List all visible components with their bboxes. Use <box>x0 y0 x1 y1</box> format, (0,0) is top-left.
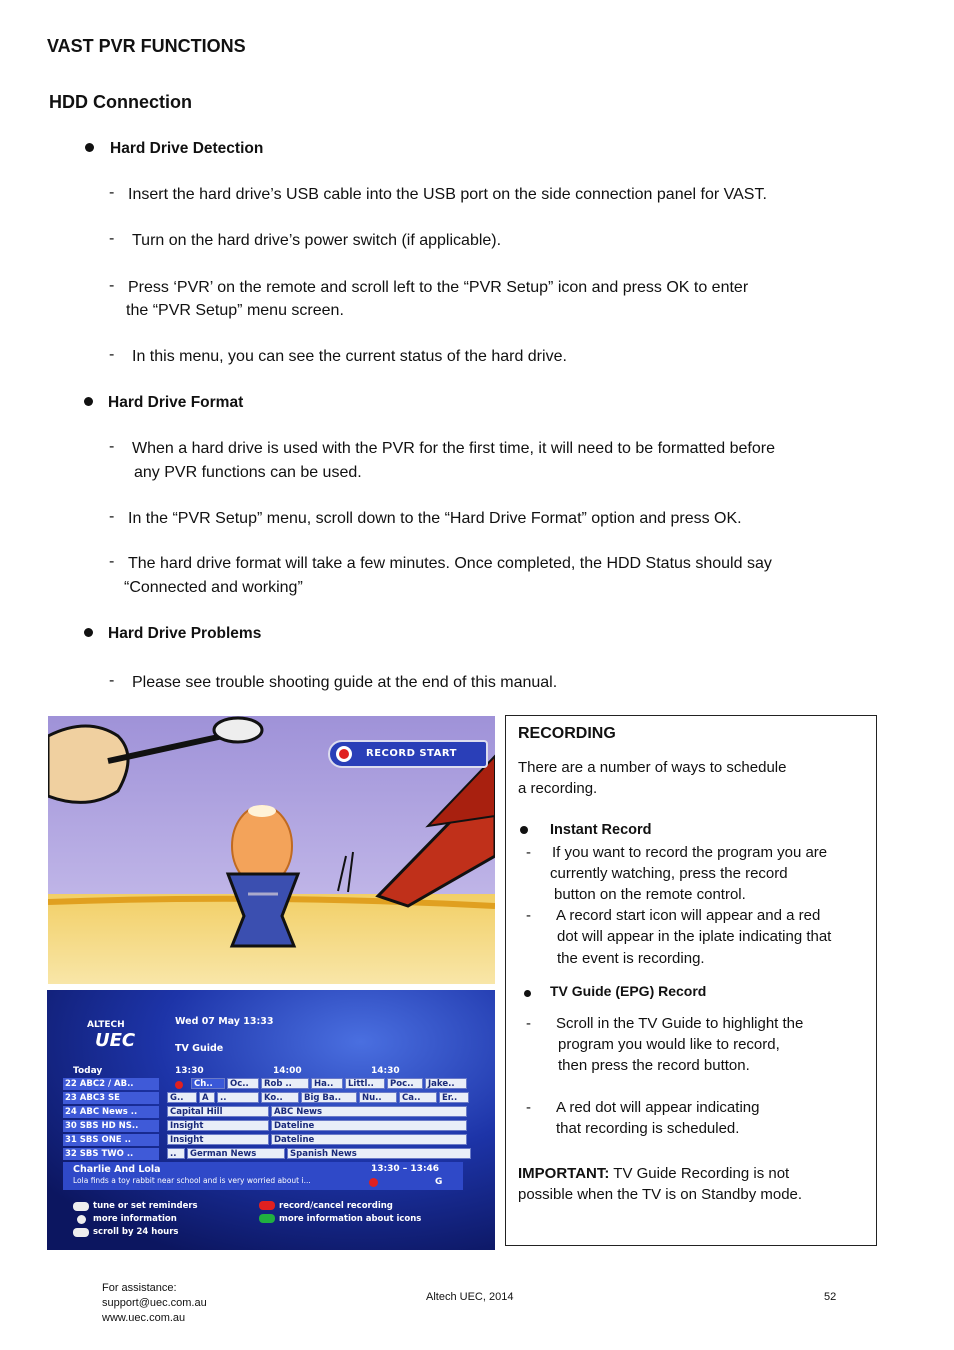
tv-guide-screenshot <box>47 990 495 1250</box>
epg-program[interactable]: Big Ba.. <box>301 1092 357 1103</box>
epg-time-3: 14:30 <box>371 1066 400 1076</box>
page-key-icon <box>73 1228 89 1237</box>
epg-program-time: 13:30 – 13:46 <box>371 1164 440 1174</box>
epg-time-2: 14:00 <box>273 1066 302 1076</box>
legend-record: record/cancel recording <box>279 1201 393 1211</box>
epg-program[interactable]: Littl.. <box>345 1078 385 1089</box>
format-title: Hard Drive Format <box>108 394 244 411</box>
dash: - <box>109 672 115 689</box>
footer-web[interactable]: www.uec.com.au <box>102 1312 186 1324</box>
epg-program[interactable]: Insight <box>167 1134 269 1145</box>
important-note <box>518 1163 789 1184</box>
bullet-icon <box>84 628 93 637</box>
record-dot-icon <box>339 749 349 759</box>
record-start-badge <box>328 740 488 768</box>
bullet-icon <box>524 990 531 997</box>
page-heading: VAST PVR FUNCTIONS <box>47 36 246 56</box>
dash: - <box>526 1015 531 1032</box>
epg-title: TV Guide <box>175 1043 224 1054</box>
dash: - <box>109 508 115 525</box>
epg-program[interactable]: Ha.. <box>311 1078 343 1089</box>
dash: - <box>526 1099 531 1116</box>
instant-line-4: A record start icon will appear and a red <box>556 907 821 924</box>
format-item-2: In the “PVR Setup” menu, scroll down to the “Hard Drive Format” option and press OK. <box>128 510 742 527</box>
epg-program[interactable]: Ko.. <box>261 1092 299 1103</box>
record-dot-icon <box>369 1178 378 1187</box>
footer-email[interactable]: support@uec.com.au <box>102 1297 207 1309</box>
epg-program[interactable]: Oc.. <box>227 1078 259 1089</box>
recording-intro: There are a number of ways to schedule <box>518 759 787 776</box>
ok-key-icon <box>73 1202 89 1211</box>
epg-time-1: 13:30 <box>175 1066 204 1076</box>
epg-program[interactable]: G.. <box>167 1092 197 1103</box>
dash: - <box>526 907 531 924</box>
format-item-3b: “Connected and working” <box>124 579 303 596</box>
record-key-icon <box>259 1201 275 1210</box>
format-item-3: The hard drive format will take a few minutes. Once completed, the HDD Status should say <box>128 555 772 572</box>
record-start-label: RECORD START <box>366 748 457 759</box>
epg-program[interactable]: Er.. <box>439 1092 469 1103</box>
legend-icons: more information about icons <box>279 1214 422 1224</box>
legend-scroll: scroll by 24 hours <box>93 1227 179 1237</box>
legend-tune: tune or set reminders <box>93 1201 198 1211</box>
record-icon <box>336 746 352 762</box>
green-key-icon <box>259 1214 275 1223</box>
epg-program[interactable]: Nu.. <box>359 1092 397 1103</box>
important-text: TV Guide Recording is not <box>609 1165 790 1182</box>
format-item-1b: any PVR functions can be used. <box>134 464 362 481</box>
footer-assist: For assistance: <box>102 1282 177 1294</box>
recording-intro-2: a recording. <box>518 780 598 797</box>
epg-line-2: program you would like to record, <box>558 1036 780 1053</box>
epg-channel[interactable]: 30 SBS HD NS.. <box>63 1120 159 1132</box>
dash: - <box>109 184 115 201</box>
epg-program[interactable]: Rob .. <box>261 1078 309 1089</box>
epg-date: Wed 07 May 13:33 <box>175 1016 274 1027</box>
info-key-icon <box>77 1215 86 1224</box>
epg-program[interactable]: Dateline <box>271 1134 467 1145</box>
instant-line-6: the event is recording. <box>557 950 705 967</box>
epg-program[interactable]: .. <box>217 1092 259 1103</box>
epg-channel[interactable]: 24 ABC News .. <box>63 1106 159 1118</box>
legend-info: more information <box>93 1214 177 1224</box>
dash: - <box>109 438 115 455</box>
epg-program[interactable]: Dateline <box>271 1120 467 1131</box>
epg-program[interactable]: Ch.. <box>191 1078 225 1089</box>
epg-program[interactable]: Jake.. <box>425 1078 467 1089</box>
epg-program-desc: Lola finds a toy rabbit near school and is very worried about i... <box>73 1176 311 1185</box>
instant-line-3: button on the remote control. <box>554 886 746 903</box>
epg-channel[interactable]: 22 ABC2 / AB.. <box>63 1078 159 1090</box>
epg-program[interactable]: Ca.. <box>399 1092 437 1103</box>
problems-title: Hard Drive Problems <box>108 625 262 642</box>
epg-program[interactable]: .. <box>167 1148 185 1159</box>
page-number: 52 <box>824 1291 837 1303</box>
epg-program[interactable]: German News <box>187 1148 285 1159</box>
bullet-icon <box>85 143 94 152</box>
epg-channel[interactable]: 32 SBS TWO .. <box>63 1148 159 1160</box>
important-label: IMPORTANT: <box>518 1165 610 1182</box>
epg-line-4: A red dot will appear indicating <box>556 1099 760 1116</box>
dash: - <box>109 230 115 247</box>
epg-rating: G <box>435 1177 443 1187</box>
section-heading: HDD Connection <box>49 92 192 112</box>
epg-line-3: then press the record button. <box>558 1057 750 1074</box>
record-dot-icon <box>175 1081 183 1089</box>
epg-program[interactable]: Poc.. <box>387 1078 423 1089</box>
epg-program-title: Charlie And Lola <box>73 1164 161 1175</box>
dash: - <box>109 277 115 294</box>
epg-record-title: TV Guide (EPG) Record <box>550 983 707 999</box>
dash: - <box>109 553 115 570</box>
detection-item-1: Insert the hard drive’s USB cable into the USB port on the side connection panel for VAST. <box>128 186 767 203</box>
problems-item-1: Please see trouble shooting guide at the end of this manual. <box>132 674 558 691</box>
epg-channel[interactable]: 23 ABC3 SE <box>63 1092 159 1104</box>
uec-logo: UEC <box>95 1030 136 1051</box>
instant-line-5: dot will appear in the iplate indicating that <box>557 928 832 945</box>
dash: - <box>526 844 531 861</box>
epg-program[interactable]: Insight <box>167 1120 269 1131</box>
epg-program[interactable]: Capital Hill <box>167 1106 269 1117</box>
detection-item-2: Turn on the hard drive’s power switch (if applicable). <box>132 232 502 249</box>
instant-line-2: currently watching, press the record <box>550 865 788 882</box>
recording-title: RECORDING <box>518 725 616 742</box>
format-item-1: When a hard drive is used with the PVR for the first time, it will need to be formatted before <box>132 440 775 457</box>
epg-channel[interactable]: 31 SBS ONE .. <box>63 1134 159 1146</box>
bullet-icon <box>84 397 93 406</box>
detection-item-3b: the “PVR Setup” menu screen. <box>126 302 344 319</box>
altech-logo-top: ALTECH <box>87 1020 125 1030</box>
dash: - <box>109 346 115 363</box>
detection-title: Hard Drive Detection <box>110 140 264 157</box>
epg-line-1: Scroll in the TV Guide to highlight the <box>556 1015 804 1032</box>
epg-program[interactable]: A <box>199 1092 215 1103</box>
instant-line-1: If you want to record the program you are <box>552 844 828 861</box>
bullet-icon <box>520 826 528 834</box>
important-note-2: possible when the TV is on Standby mode. <box>518 1186 803 1203</box>
epg-program[interactable]: ABC News <box>271 1106 467 1117</box>
epg-program[interactable]: Spanish News <box>287 1148 471 1159</box>
record-start-screenshot <box>48 716 495 984</box>
instant-record-title: Instant Record <box>550 822 652 838</box>
epg-line-5: that recording is scheduled. <box>556 1120 740 1137</box>
footer-copyright: Altech UEC, 2014 <box>426 1291 514 1303</box>
detection-item-4: In this menu, you can see the current status of the hard drive. <box>132 348 567 365</box>
detection-item-3: Press ‘PVR’ on the remote and scroll left to the “PVR Setup” icon and press OK to enter <box>128 279 749 296</box>
epg-today: Today <box>73 1066 103 1076</box>
